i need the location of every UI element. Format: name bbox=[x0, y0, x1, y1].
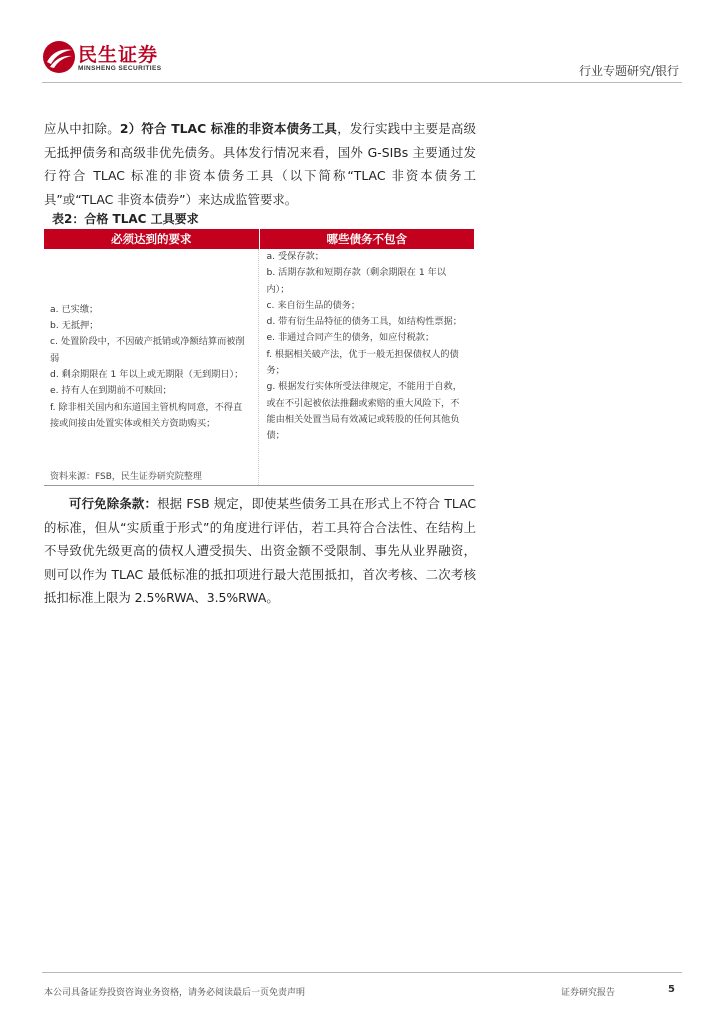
exclusions-list bbox=[267, 249, 467, 445]
para1-bold: 2）符合 TLAC 标准的非资本债务工具 bbox=[119, 121, 338, 136]
list-item: c. 处置阶段中，不因破产抵销或净额结算而被削弱 bbox=[50, 336, 245, 364]
brand-logo bbox=[42, 40, 177, 78]
list-item: e. 持有人在到期前不可赎回； bbox=[50, 385, 172, 397]
list-item: a. 受保存款； bbox=[266, 251, 324, 262]
column-header-exclusions: 哪些债务不包含 bbox=[326, 232, 407, 246]
header-divider bbox=[42, 82, 682, 83]
list-item: f. 根据相关破产法，优于一般无担保债权人的债务； bbox=[266, 348, 459, 377]
list-item: e. 非通过合同产生的债务，如应付税款； bbox=[266, 332, 435, 344]
tlac-requirements-table bbox=[44, 229, 474, 486]
para1-rest: ，发行实践中主要是高级无抵押债务和高级非优先债务。具体发行情况来看，国外 G-SIBs 主要通过发行符合 TLAC 标准的非资本债务工具（以下简称“TLAC 非资本债务工具”或“TLAC 非资本债券”）来达成监管要求。 bbox=[44, 121, 476, 207]
requirements-cell bbox=[44, 249, 258, 485]
report-section: 行业专题研究/银行 bbox=[578, 64, 679, 78]
page-number: 5 bbox=[668, 984, 675, 995]
para2-rest: 根据 FSB 规定，即使某些债务工具在形式上不符合 TLAC 的标准，但从“实质重于形式”的角度进行评估，若工具符合合法性、在结构上不导致优先级更高的债权人遭受损失、出资金额不受限制、事先从业界融资，则可以作为 TLAC 最低标准的抵扣项进行最大范围抵扣，首次考核、二次考核抵扣标准上限为 2.5%RWA、3.5%RWA。 bbox=[44, 496, 476, 605]
list-item: a. 已实缴； bbox=[50, 303, 99, 315]
page-header bbox=[0, 0, 724, 86]
minsheng-logo-icon bbox=[42, 40, 76, 74]
list-item: c. 来自衍生品的债务； bbox=[266, 299, 361, 311]
para2-bold: 可行免除条款： bbox=[69, 496, 158, 511]
table-body bbox=[44, 249, 474, 486]
list-item: d. 剩余期限在 1 年以上或无期限（无到期日）； bbox=[50, 369, 244, 380]
list-item: b. 活期存款和短期存款（剩余期限在 1 年以内）； bbox=[266, 267, 447, 295]
exclusions-cell bbox=[258, 249, 475, 485]
para1-lead: 应从中扣除。 bbox=[44, 121, 120, 136]
footer-report-type: 证券研究报告 bbox=[561, 988, 616, 998]
table-title: 表2：合格 TLAC 工具要求 bbox=[52, 212, 199, 226]
list-item: f. 除非相关国内和东道国主管机构同意，不得直接或间接由处置实体或相关方资助购买； bbox=[50, 401, 243, 429]
paragraph-exemption-clause bbox=[44, 492, 476, 610]
list-item: d. 带有衍生品特征的债务工具，如结构性票据； bbox=[266, 316, 462, 328]
column-header-requirements: 必须达到的要求 bbox=[111, 232, 192, 246]
brand-name-cn: 民生证券 bbox=[78, 44, 159, 66]
list-item: g. 根据发行实体所受法律规定，不能用于自救，或在不引起被依法推翻或索赔的重大风险下，不能由相关处置当局有效减记或转股的任何其他负债； bbox=[266, 381, 462, 442]
list-item: b. 无抵押； bbox=[50, 320, 99, 332]
footer-disclaimer: 本公司具备证券投资咨询业务资格，请务必阅读最后一页免责声明 bbox=[44, 988, 306, 998]
table-header bbox=[44, 229, 474, 249]
paragraph-tlac-instruments bbox=[44, 117, 476, 211]
brand-name-en: MINSHENG SECURITIES bbox=[78, 65, 162, 72]
requirements-list bbox=[50, 302, 250, 432]
table-source-note: 资料来源：FSB，民生证券研究院整理 bbox=[50, 472, 202, 482]
footer-divider bbox=[42, 972, 682, 973]
